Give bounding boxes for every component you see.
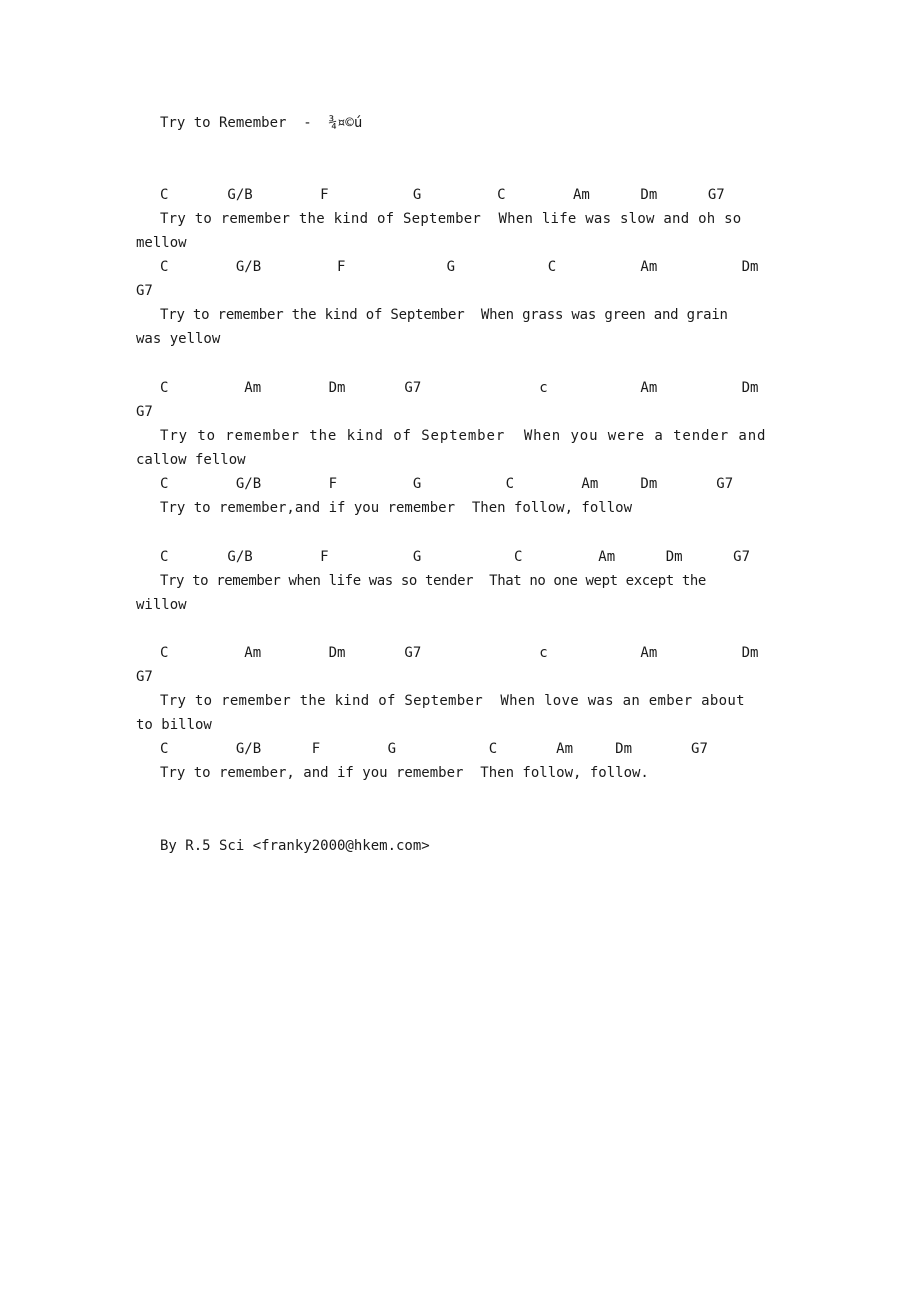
chord-line: C G/B F G C Am Dm G7 [160, 476, 734, 492]
chord-line: C Am Dm G7 c Am Dm [160, 380, 759, 396]
lyric-line: Try to remember the kind of September When life was slow and oh so [160, 211, 742, 227]
lyric-wrap-line: to billow [136, 717, 212, 733]
author-credit: By R.5 Sci <franky2000@hkem.com> [160, 838, 430, 854]
lyric-line: Try to remember,and if you remember Then follow, follow [160, 500, 633, 516]
chord-line: C G/B F G C Am Dm [160, 259, 759, 275]
chord-wrap-line: G7 [136, 404, 153, 420]
lyric-wrap-line: callow fellow [136, 452, 246, 468]
chord-line: C G/B F G C Am Dm G7 [160, 549, 751, 565]
lyric-line: Try to remember the kind of September When grass was green and grain [160, 307, 728, 323]
song-title: Try to Remember - ¾¤©ú [160, 115, 363, 131]
lyric-wrap-line: mellow [136, 235, 187, 251]
lyric-line: Try to remember when life was so tender That no one wept except the [160, 573, 706, 589]
lyric-wrap-line: was yellow [136, 331, 221, 347]
lyric-line: Try to remember the kind of September When you were a tender and [160, 428, 767, 444]
lyric-line: Try to remember, and if you remember Then follow, follow. [160, 765, 649, 781]
lyric-line: Try to remember the kind of September When love was an ember about [160, 693, 745, 709]
chord-wrap-line: G7 [136, 669, 153, 685]
chord-line: C G/B F G C Am Dm G7 [160, 741, 708, 757]
lyric-wrap-line: willow [136, 597, 187, 613]
chord-line: C Am Dm G7 c Am Dm [160, 645, 759, 661]
chord-wrap-line: G7 [136, 283, 153, 299]
chord-line: C G/B F G C Am Dm G7 [160, 187, 725, 203]
